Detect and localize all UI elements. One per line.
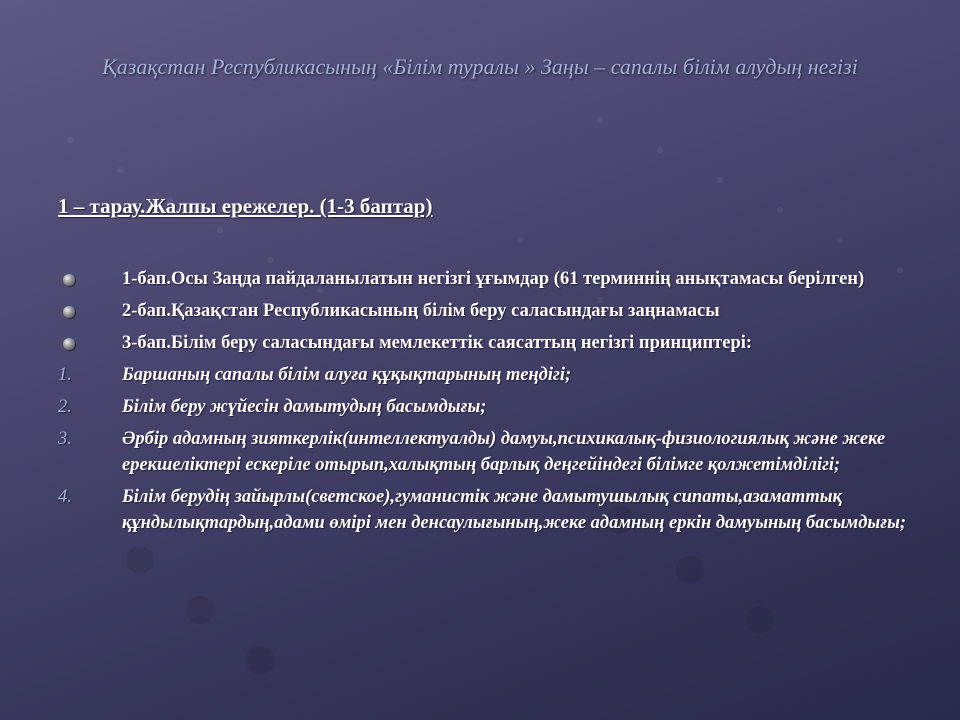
numbered-item (58, 362, 918, 388)
sphere-bullet-icon (63, 338, 75, 350)
numbered-text: Әрбір адамның зияткерлік(интеллектуалды) дамуы,психикалық-физиологиялық және жеке ерекшеліктері ескеріле отырып,халықтың барлық деңгейіндегі білімге қолжетімділігі; (122, 429, 886, 475)
item-number: 3. (58, 429, 72, 449)
item-number: 1. (58, 365, 72, 385)
numbered-item (58, 394, 918, 420)
bullet-text: 1-бап.Осы Заңда пайдаланылатын негізгі ұғымдар (61 терминнің анықтамасы берілген) (122, 269, 865, 289)
sphere-bullet-icon (63, 306, 75, 318)
numbered-item (58, 484, 918, 536)
item-number: 2. (58, 397, 72, 417)
bullet-text: 2-бап.Қазақстан Республикасының білім беру саласындағы заңнамасы (122, 301, 720, 321)
numbered-text: Баршаның сапалы білім алуға құқықтарының теңдігі; (122, 365, 572, 385)
numbered-text: Білім берудің зайырлы(светское),гуманистік және дамытушылық сипаты,азаматтық құндылықтардың,адами өмірі мен денсаулығының,жеке адамның еркін дамуының басымдығы; (122, 487, 907, 533)
sphere-bullet-icon (63, 274, 75, 286)
item-number: 4. (58, 487, 72, 507)
bullet-item (58, 298, 918, 324)
numbered-item (58, 426, 918, 478)
section-heading: 1 – тарау.Жалпы ережелер. (1-3 баптар) (58, 194, 433, 218)
numbered-text: Білім беру жүйесін дамытудың басымдығы; (122, 397, 487, 417)
slide-content (58, 266, 918, 542)
slide-title: Қазақстан Республикасының «Білім туралы » Заңы – сапалы білім алудың негізі (102, 54, 858, 79)
bullet-item (58, 266, 918, 292)
bullet-text: 3-бап.Білім беру саласындағы мемлекеттік саясаттың негізгі принциптері: (122, 333, 753, 353)
bullet-item (58, 330, 918, 356)
